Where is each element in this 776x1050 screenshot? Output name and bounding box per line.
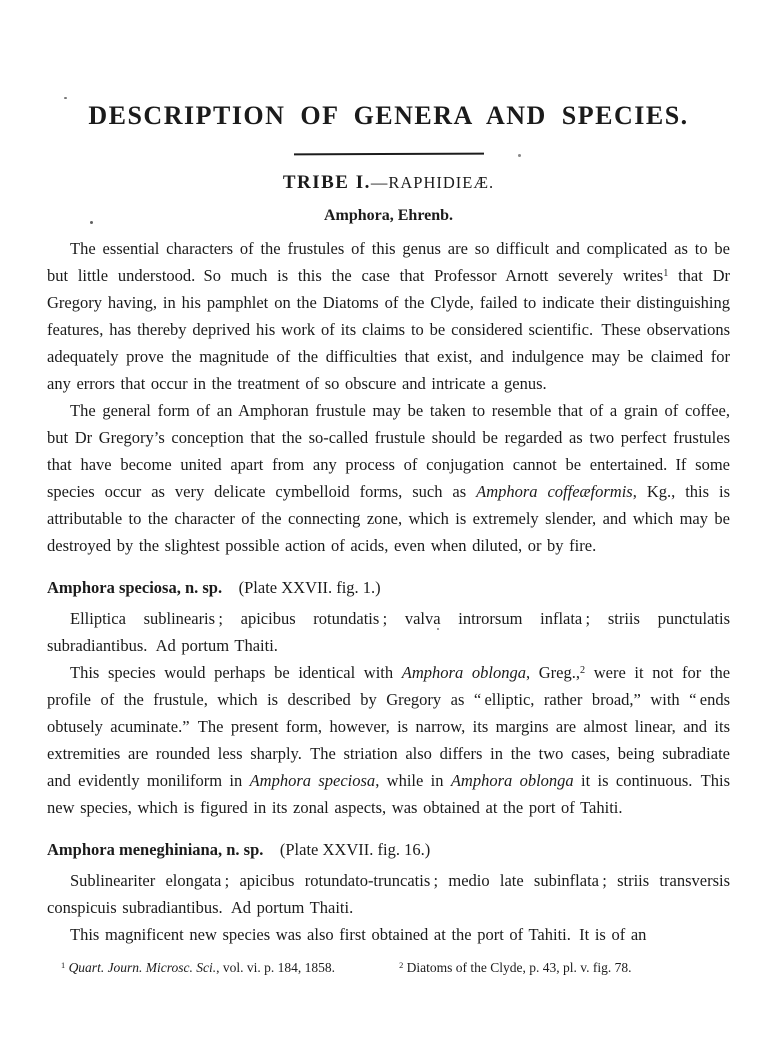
latin-diagnosis-meneghiniana: Sublineariter elongata ; apicibus rotundato-truncatis ; medio late subinflata ; striis transversis conspicuis subradiantibus. Ad portum Thaiti. — [47, 871, 730, 917]
title-divider-rule — [293, 153, 483, 156]
paragraph-general-form: The general form of an Amphoran frustule may be taken to resemble that of a grain of coffee, but Dr Gregory’s conception that the so-called frustule should be regarded as two perfect frustules that have become united apart from any process of conjugation cannot be entertained. If some species occur as very delicate cymbelloid forms, such as Amphora coffeæformis, Kg., this is attributable to the character of the connecting zone, which is extremely slender, and which may be destroyed by the slightest possible action of acids, even when diluted, or by fire. — [47, 401, 730, 555]
scan-speck — [90, 221, 93, 224]
footnote-1: $^1$ Quart. Journ. Microsc. Sci., vol. vi. p. 184, 1858. — [61, 960, 336, 975]
footnote-2: $^2$ Diatoms of the Clyde, p. 43, pl. v. fig. 78. — [399, 960, 632, 975]
paragraph-essential-characters: The essential characters of the frustules of this genus are so difficult and complicated as to be but little understood. So much is this the case that Professor Arnott severely writes$^1$ that Dr Gregory having, in his pamphlet on the Diatoms of the Clyde, failed to indicate their distinguishing features, has thereby deprived his work of its claims to be considered scientific. These observations adequately prove the magnitude of the difficulties that exist, and indulgence may be claimed for any errors that occur in the treatment of so obscure and intricate a genus. — [47, 239, 730, 393]
species-heading-meneghiniana: Amphora meneghiniana, n. sp. (Plate XXVII. fig. 16.) — [47, 840, 431, 859]
footnotes — [47, 958, 730, 978]
genus-heading: Amphora, Ehrenb. — [323, 207, 454, 224]
genus-introduction — [47, 235, 730, 559]
scan-speck — [518, 154, 521, 157]
scan-speck — [64, 97, 67, 99]
species-section-meneghiniana — [47, 838, 730, 948]
species-section-speciosa — [47, 576, 730, 821]
species-body-speciosa: This species would perhaps be identical with Amphora oblonga, Greg.,$^2$ were it not for the profile of the frustule, which is described by Gregory as “ elliptic, rather broad,” with “ ends obtusely acuminate.” The present form, however, is narrow, its margins are almost linear, and its extremities are rounded less sharply. The striation also differs in the two cases, being subradiate and evidently moniliform in Amphora speciosa, while in Amphora oblonga it is continuous. This new species, which is figured in its zonal aspects, was obtained at the port of Tahiti. — [47, 663, 731, 817]
latin-diagnosis-speciosa: Elliptica sublinearis ; apicibus rotundatis ; valva introrsum inflata ; striis punctulatis subradiantibus. Ad portum Thaiti. — [47, 609, 730, 655]
species-heading-speciosa: Amphora speciosa, n. sp. (Plate XXVII. fig. 1.) — [47, 578, 381, 597]
scan-speck — [437, 628, 439, 630]
species-body-meneghiniana: This magnificent new species was also first obtained at the port of Tahiti. It is of an — [70, 925, 647, 944]
page-title: DESCRIPTION OF GENERA AND SPECIES. — [88, 101, 689, 130]
tribe-heading: TRIBE I.—RAPHIDIEÆ. — [282, 172, 495, 193]
